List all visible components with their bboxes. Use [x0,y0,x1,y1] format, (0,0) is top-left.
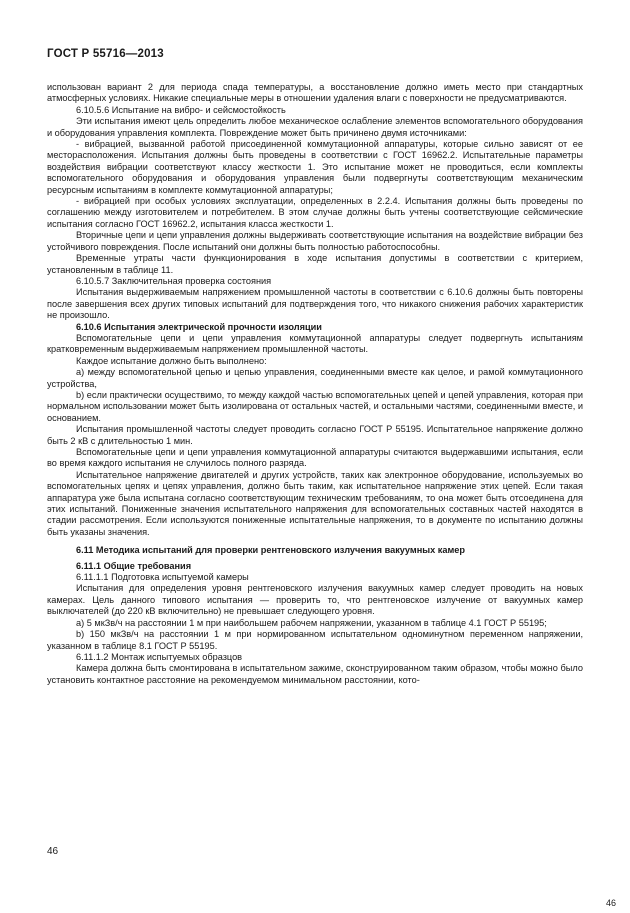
section-heading: 6.11.1 Общие требования [76,560,192,571]
list-item: b) 150 мкЗв/ч на расстоянии 1 м при нормированном испытательном одноминутном переменном напряжении, указанном в таблице 8.1 ГОСТ Р 55195. [47,629,583,651]
subsection-heading: 6.11.1.2 Монтаж испытуемых образцов [76,651,243,662]
running-header: ГОСТ Р 55716—2013 [47,48,164,60]
list-item: b) если практически осуществимо, то между каждой частью вспомогательных цепей и цепей управления, которая при нормальном использовании может быть изолирована от остальных частей, и остальными частями, соединенными вместе, и основанием. [47,389,583,423]
body-text [47,82,583,686]
paragraph: Испытания для определения уровня рентгеновского излучения вакуумных камер следует проводить на новых камерах. Цель данного типового испытания — проверить то, что рентгеновское излучение от вакуумных камер выключателей (до 220 кВ включительно) не превышает следующего уровня. [47,583,583,617]
paragraph: Вспомогательные цепи и цепи управления коммутационной аппаратуры считаются выдержавшими испытания, если во время каждого испытания не случилось полного разряда. [47,447,583,469]
paragraph: Испытания выдерживаемым напряжением промышленной частоты в соответствии с 6.10.6 должны быть повторены после завершения всех других типовых испытаний для подтверждения того, что никакого снижения рабочих характеристик не произошло. [47,287,583,321]
paragraph: использован вариант 2 для периода спада температуры, а восстановление должно иметь место при стандартных атмосферных условиях. Никакие специальные меры в отношении удаления влаги с поверхности не предусматриваются. [47,82,583,104]
paragraph: Эти испытания имеют цель определить любое механическое ослабление элементов вспомогательного оборудования и оборудования управления комплекта. Повреждение может быть причинено двумя источниками: [47,116,583,138]
subsection-heading: 6.10.5.7 Заключительная проверка состояния [76,275,272,286]
paragraph: Испытательное напряжение двигателей и других устройств, таких как электронное оборудование, используемых во вспомогательных цепях и цепях управления, должно быть таким, как испытательное напряжение этих цепей. Если такая аппаратура уже была испытана согласно соответствующим техническим требованиям, то она может быть отсоединена для этих испытаний. Пониженные значения испытательного напряжения для вспомогательных составных частей находятся в стадии рассмотрения. Если используются пониженные испытательные напряжения, то в документе по испытанию должны быть указаны значения. [47,469,583,537]
paragraph: Камера должна быть смонтирована в испытательном зажиме, сконструированном таким образом, чтобы можно было установить контактное расстояние на рекомендуемом минимальном расстоянии, кото- [47,663,583,685]
list-item: - вибрацией, вызванной работой присоединенной коммутационной аппаратуры, которые сильно зависят от ее месторасположения. Испытания должны быть проведены в соответствии с ГОСТ 16962.2. Испытательные параметры воздействия вибрации соответствуют классу жесткости 1. Это испытание может не проводиться, если комплекты вспомогательного оборудования и оборудования управления были подвергнуты соответствующим механическим ресурсным испытаниям в комплекте коммутационной аппаратуры; [47,139,583,195]
section-heading: 6.10.6 Испытания электрической прочности изоляции [76,321,322,332]
subsection-heading: 6.10.5.6 Испытание на вибро- и сейсмостойкость [76,104,286,115]
paragraph: Испытания промышленной частоты следует проводить согласно ГОСТ Р 55195. Испытательное напряжение должно быть 2 кВ с длительностью 1 мин. [47,424,583,446]
section-heading: 6.11 Методика испытаний для проверки рентгеновского излучения вакуумных камер [76,545,465,556]
paragraph: Временные утраты части функционирования в ходе испытания допустимы в соответствии с критерием, установленным в таблице 11. [47,253,583,275]
list-item: - вибрацией при особых условиях эксплуатации, определенных в 2.2.4. Испытания должны быть проведены по соглашению между изготовителем и потребителем. В этом случае должны быть учтены соответствующие сейсмические испытания согласно ГОСТ 16962.2, испытания класса жесткости 1. [47,196,583,229]
paragraph: Вспомогательные цепи и цепи управления коммутационной аппаратуры следует подвергнуть испытаниям кратковременным выдерживаемым напряжением промышленной частоты. [47,332,583,355]
list-item: a) между вспомогательной цепью и цепью управления, соединенными вместе как целое, и рамой коммутационного устройства, [47,367,583,389]
paragraph: Вторичные цепи и цепи управления должны выдерживать соответствующие испытания на воздействие вибрации без устойчивого повреждения. После испытаний они должны быть полностью работоспособны. [47,230,583,252]
page-number: 46 [47,846,59,857]
subsection-heading: 6.11.1.1 Подготовка испытуемой камеры [76,572,249,583]
corner-page-number: 46 [606,898,617,908]
list-item: a) 5 мкЗв/ч на расстоянии 1 м при наибольшем рабочем напряжении, указанном в таблице 4.1 ГОСТ Р 55195; [76,617,547,628]
paragraph: Каждое испытание должно быть выполнено: [76,355,267,366]
